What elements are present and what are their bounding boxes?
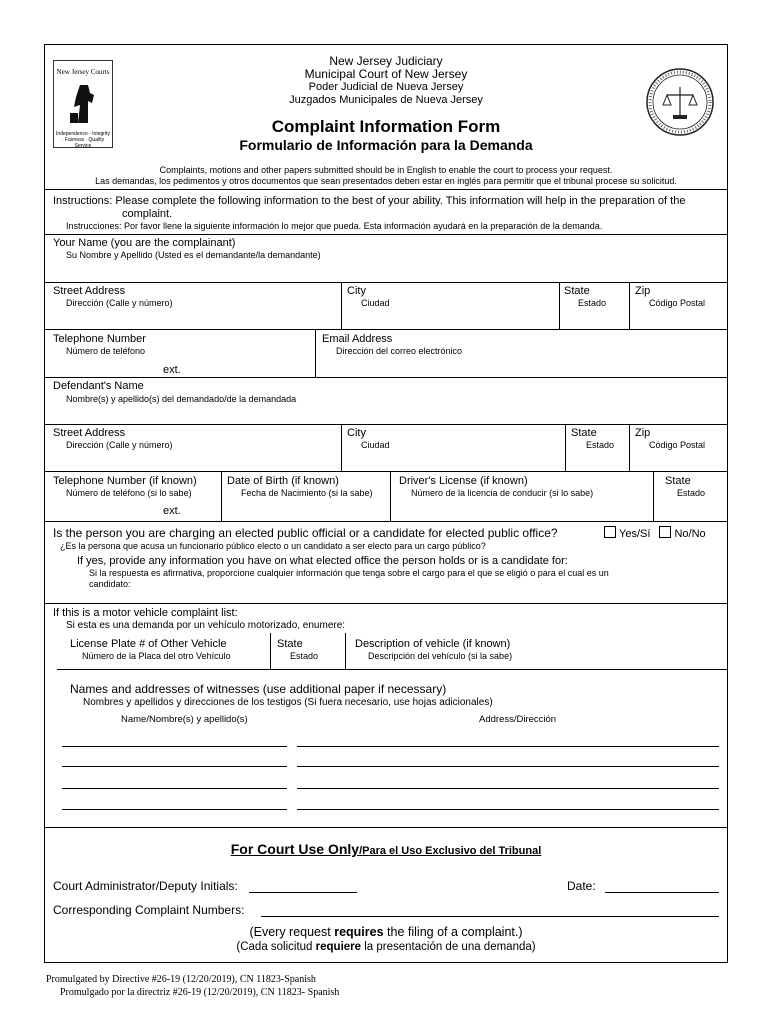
divider [45, 282, 727, 283]
defendant-state-label-es: Estado [586, 440, 615, 450]
requirement-note [45, 925, 727, 940]
complainant-zip-label-es: Código Postal [649, 298, 706, 308]
header-line4: Juzgados Municipales de Nueva Jersey [289, 94, 483, 106]
court-seal-icon [645, 67, 715, 137]
witness-name-field-4[interactable] [62, 809, 287, 810]
defendant-license-label: Driver's License (if known) [399, 475, 528, 487]
req-text-a: (Every request [249, 925, 335, 939]
notice-en: Complaints, motions and other papers submitted should be in English to enable the court to process your request. [159, 165, 613, 175]
complainant-city-label-es: Ciudad [361, 298, 390, 308]
witness-name-field-2[interactable] [62, 766, 287, 767]
vehicle-question-es: Si esta es una demanda por un vehículo motorizado, enumere: [66, 620, 346, 631]
official-ifyes-es-cont: candidato: [89, 579, 131, 589]
divider [341, 282, 342, 329]
complainant-email-label-es: Dirección del correo electrónico [336, 346, 463, 356]
divider [565, 424, 566, 471]
official-question-text: Is the person you are charging an elected public official or a candidate for elected public office? [53, 526, 558, 540]
complainant-state-label: State [564, 285, 590, 297]
divider [45, 234, 727, 235]
no-label: No/No [674, 528, 706, 540]
header-line3: Poder Judicial de Nueva Jersey [308, 81, 464, 93]
yes-label: Yes/Sí [619, 528, 651, 540]
divider [45, 424, 727, 425]
date-field[interactable] [605, 892, 719, 893]
req-es-text-a: (Cada solicitud [236, 941, 316, 953]
admin-initials-field[interactable] [249, 892, 357, 893]
witness-address-field-4[interactable] [297, 809, 719, 810]
defendant-dob-label-es: Fecha de Nacimiento (si la sabe) [241, 488, 373, 498]
divider [315, 329, 316, 377]
divider [221, 471, 222, 521]
vehicle-question: If this is a motor vehicle complaint list: [53, 607, 238, 619]
footer-directive: Promulgated by Directive #26-19 (12/20/2019), CN 11823-Spanish [46, 974, 316, 985]
yes-checkbox[interactable] [604, 526, 616, 538]
divider [45, 827, 727, 828]
complaint-numbers-label: Corresponding Complaint Numbers: [53, 903, 245, 917]
instructions-en-cont: complaint. [122, 208, 173, 220]
complainant-name-label: Your Name (you are the complainant) [53, 237, 236, 249]
complainant-street-label: Street Address [53, 285, 126, 297]
witness-name-col: Name/Nombre(s) y apellido(s) [121, 714, 248, 725]
logo-text: New Jersey Courts [56, 68, 110, 76]
complainant-phone-label: Telephone Number [53, 333, 146, 345]
admin-initials-label: Court Administrator/Deputy Initials: [53, 879, 238, 893]
court-use-title-es: Para el Uso Exclusivo del Tribunal [362, 845, 542, 857]
defendant-license-state-label: State [665, 475, 691, 487]
defendant-dob-label: Date of Birth (if known) [227, 475, 339, 487]
defendant-city-label: City [347, 427, 366, 439]
witness-name-field-3[interactable] [62, 788, 287, 789]
divider [45, 521, 727, 522]
complainant-zip-label: Zip [635, 285, 651, 297]
no-checkbox[interactable] [659, 526, 671, 538]
vehicle-state-label: State [277, 638, 303, 650]
divider [653, 471, 654, 521]
req-es-text-c: la presentación de una demanda) [361, 941, 536, 953]
divider [559, 282, 560, 329]
defendant-license-state-label-es: Estado [677, 488, 706, 498]
witness-address-field-1[interactable] [297, 746, 719, 747]
complainant-ext-label: ext. [163, 364, 181, 376]
witness-address-col: Address/Dirección [479, 714, 557, 725]
divider [629, 282, 630, 329]
witness-address-field-3[interactable] [297, 788, 719, 789]
divider [45, 471, 727, 472]
complainant-state-label-es: Estado [578, 298, 607, 308]
defendant-street-label: Street Address [53, 427, 126, 439]
defendant-phone-label-es: Número de teléfono (si lo sabe) [66, 488, 192, 498]
footer-directive-es: Promulgado por la directriz #26-19 (12/20/2019), CN 11823- Spanish [60, 987, 340, 998]
divider [390, 471, 391, 521]
header-line2: Municipal Court of New Jersey [304, 67, 468, 81]
witness-name-field-1[interactable] [62, 746, 287, 747]
defendant-street-label-es: Dirección (Calle y número) [66, 440, 173, 450]
plate-label-es: Número de la Placa del otro Vehículo [82, 651, 231, 661]
vehicle-desc-label-es: Descripción del vehículo (si la sabe) [368, 651, 513, 661]
official-ifyes: If yes, provide any information you have on what elected office the person holds or is a candidate for: [77, 555, 568, 567]
instructions-en: Instructions: Please complete the following information to the best of your ability. This information will help in the preparation of the [53, 195, 686, 207]
witnesses-title: Names and addresses of witnesses (use additional paper if necessary) [70, 682, 447, 696]
defendant-ext-label: ext. [163, 505, 181, 517]
divider [345, 633, 346, 669]
req-es-text-b: requiere [315, 941, 362, 953]
divider [629, 424, 630, 471]
defendant-name-label-es: Nombre(s) y apellido(s) del demandado/de la demandada [66, 394, 297, 404]
instructions-es: Instrucciones: Por favor llene la siguiente información lo mejor que pueda. Esta información ayudará en la preparación de la demanda. [66, 221, 603, 231]
complaint-form [44, 44, 728, 963]
divider [45, 189, 727, 190]
complainant-phone-label-es: Número de teléfono [66, 346, 146, 356]
official-ifyes-es: Si la respuesta es afirmativa, proporcione cualquier información que tenga sobre el cargo para el que se eligió o para el cual es un [89, 568, 609, 578]
official-question-es: ¿Es la persona que acusa un funcionario público electo o un candidato a ser electo para un cargo público? [60, 541, 486, 551]
official-question [53, 526, 558, 540]
divider [45, 377, 727, 378]
complainant-email-label: Email Address [322, 333, 393, 345]
official-options [598, 526, 706, 541]
form-title: Complaint Information Form [271, 117, 501, 136]
date-label: Date: [567, 879, 596, 893]
divider [45, 329, 727, 330]
complainant-street-label-es: Dirección (Calle y número) [66, 298, 173, 308]
req-text-c: the filing of a complaint.) [383, 925, 523, 939]
defendant-state-label: State [571, 427, 597, 439]
divider [341, 424, 342, 471]
plate-label: License Plate # of Other Vehicle [70, 638, 227, 650]
vehicle-state-label-es: Estado [290, 651, 319, 661]
defendant-zip-label-es: Código Postal [649, 440, 706, 450]
divider [57, 669, 727, 670]
form-subtitle: Formulario de Información para la Demanda [239, 137, 533, 153]
witnesses-title-es: Nombres y apellidos y direcciones de los testigos (Si fuera necesario, use hojas adicionales) [83, 697, 493, 708]
divider [270, 633, 271, 669]
requirement-note-es [45, 940, 727, 954]
defendant-zip-label: Zip [635, 427, 651, 439]
req-text-b: requires [334, 925, 384, 939]
defendant-phone-label: Telephone Number (if known) [53, 475, 197, 487]
vehicle-desc-label: Description of vehicle (if known) [355, 638, 511, 650]
defendant-city-label-es: Ciudad [361, 440, 390, 450]
defendant-license-label-es: Número de la licencia de conducir (si lo sabe) [411, 488, 594, 498]
court-use-heading: For Court Use Only/Para el Uso Exclusivo del Tribunal [230, 841, 542, 857]
defendant-name-label: Defendant's Name [53, 380, 144, 392]
complaint-numbers-field[interactable] [261, 916, 719, 917]
logo-sub: Independence · Integrity · Fairness · Quality Service [56, 131, 110, 149]
complainant-city-label: City [347, 285, 366, 297]
complainant-name-label-es: Su Nombre y Apellido (Usted es el demandante/la demandante) [66, 250, 321, 260]
court-use-title: For Court Use Only [230, 841, 360, 857]
divider [45, 603, 727, 604]
witness-address-field-2[interactable] [297, 766, 719, 767]
header-line1: New Jersey Judiciary [329, 54, 443, 68]
notice-es: Las demandas, los pedimentos y otros documentos que sean presentados deben estar en inglés para permitir que el tribunal procese su solicitud. [95, 176, 677, 186]
